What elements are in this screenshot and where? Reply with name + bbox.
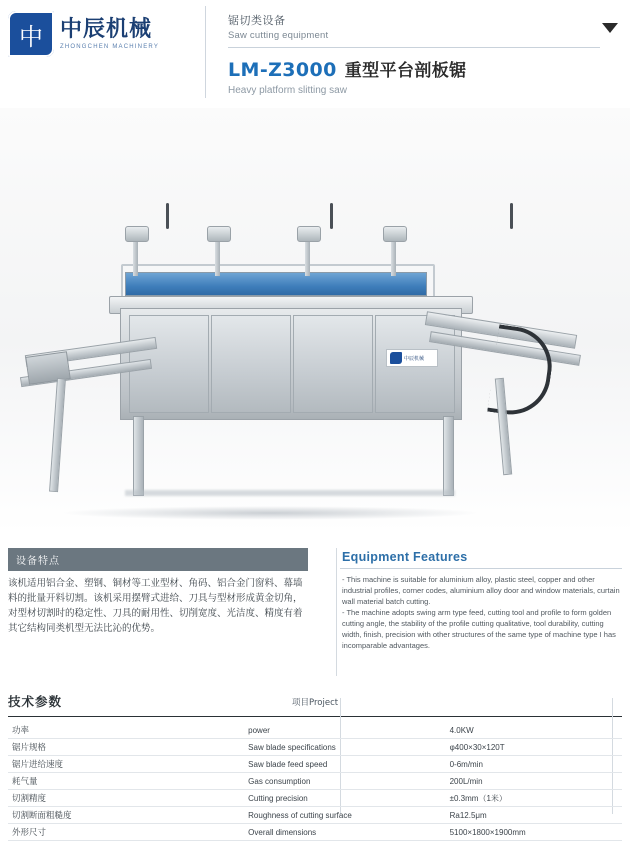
spec-name-en: power <box>244 722 445 739</box>
spec-value: φ400×30×120T <box>446 739 622 756</box>
category-label-cn: 锯切类设备 <box>228 14 286 27</box>
machine-illustration <box>95 228 535 528</box>
cabinet-door <box>211 315 291 413</box>
table-row <box>8 722 622 739</box>
specs-project-label: 项目Project <box>292 698 339 708</box>
table-row <box>8 756 622 773</box>
specs-table-body <box>8 722 622 841</box>
cutting-head <box>207 226 231 242</box>
model-name-en: Heavy platform slitting saw <box>228 85 347 96</box>
category-block <box>228 12 598 41</box>
spec-value: 4.0KW <box>446 722 622 739</box>
cutting-head <box>297 226 321 242</box>
specs-table <box>8 722 622 841</box>
spec-name-cn: 锯片进给速度 <box>8 756 244 773</box>
model-code: LM-Z3000 <box>228 59 337 81</box>
spec-name-cn: 外形尺寸 <box>8 824 244 841</box>
product-photo <box>0 108 630 533</box>
cabinet-door <box>293 315 373 413</box>
spec-value: 5100×1800×1900mm <box>446 824 622 841</box>
air-tube <box>166 203 169 229</box>
left-arm-leg <box>49 378 66 492</box>
blue-rail <box>125 272 427 296</box>
category-label-en: Saw cutting equipment <box>228 30 329 41</box>
features-divider <box>336 548 337 676</box>
machine-leg <box>133 416 144 496</box>
model-block <box>228 56 467 96</box>
table-row <box>8 773 622 790</box>
brand-name-en: ZHONGCHEN MACHINERY <box>60 43 160 50</box>
page-header <box>0 0 630 104</box>
spec-name-en: Gas consumption <box>244 773 445 790</box>
machine-cabinet <box>120 308 462 420</box>
spec-name-cn: 切割精度 <box>8 790 244 807</box>
spec-name-en: Saw blade feed speed <box>244 756 445 773</box>
air-tube <box>330 203 333 229</box>
air-tube <box>510 203 513 229</box>
header-divider <box>205 6 206 98</box>
machine-badge <box>386 349 438 367</box>
specs-section <box>0 692 630 838</box>
logo-mark-icon: 中 <box>8 11 54 57</box>
spec-name-en: Saw blade specifications <box>244 739 445 756</box>
category-rule <box>228 47 600 48</box>
spec-name-cn: 切割断面粗糙度 <box>8 807 244 824</box>
floor-shadow <box>60 506 480 520</box>
badge-text: 中辰机械 <box>404 355 425 362</box>
feature-bullet: - The machine adopts swing arm type feed, cutting tool and profile to form golden cutting angle, the stability of the profile cutting qualitative, tool durability, cutting width, finish, precision with other structures of the same type of machine type I has incomparable advantages. <box>342 608 616 650</box>
spec-name-cn: 功率 <box>8 722 244 739</box>
specs-title: 技术参数 <box>8 694 63 709</box>
features-body-cn: 该机适用铝合金、塑钢、铜材等工业型材、角码、铝合金门窗料、幕墙料的批量开料切割。该机采用摆臂式进给、刀具与型材形成黄金切角，对型材切割时的稳定性、刀具的耐用性、切削宽度、光洁度、精度有着其它结构同类机型无法比沁的优势。 <box>8 578 303 634</box>
machine-leg <box>443 416 454 496</box>
table-row <box>8 807 622 824</box>
badge-logo-icon <box>390 352 402 364</box>
features-heading-cn: 设备特点 <box>8 548 308 571</box>
feature-bullet: - This machine is suitable for aluminium alloy, plastic steel, copper and other industrial profiles, corner codes, aluminium alloy door and window materials, curtain wall material batch cutting. <box>342 575 620 606</box>
table-row <box>8 739 622 756</box>
spec-value: 200L/min <box>446 773 622 790</box>
model-title <box>228 56 467 81</box>
brand-text <box>60 16 160 50</box>
features-heading-rule <box>340 568 622 569</box>
spec-name-en: Overall dimensions <box>244 824 445 841</box>
spec-value: Ra12.5μm <box>446 807 622 824</box>
brand-name-cn: 中辰机械 <box>60 16 153 42</box>
features-heading-en: Equipment Features <box>342 550 468 564</box>
chevron-down-icon[interactable] <box>602 23 618 33</box>
spec-name-cn: 锯片规格 <box>8 739 244 756</box>
cutting-head <box>125 226 149 242</box>
features-section <box>0 548 630 680</box>
spec-name-cn: 耗气量 <box>8 773 244 790</box>
spec-value: ±0.3mm（1米） <box>446 790 622 807</box>
features-body-en <box>342 574 620 651</box>
table-row <box>8 824 622 841</box>
spec-name-en: Roughness of cutting surface <box>244 807 445 824</box>
brand-logo[interactable] <box>8 8 188 60</box>
specs-rule <box>8 716 622 717</box>
cutting-head <box>383 226 407 242</box>
table-row <box>8 790 622 807</box>
model-name-cn: 重型平台剖板锯 <box>344 61 467 81</box>
spec-value: 0-6m/min <box>446 756 622 773</box>
machine-base-shadow <box>125 490 455 496</box>
spec-name-en: Cutting precision <box>244 790 445 807</box>
